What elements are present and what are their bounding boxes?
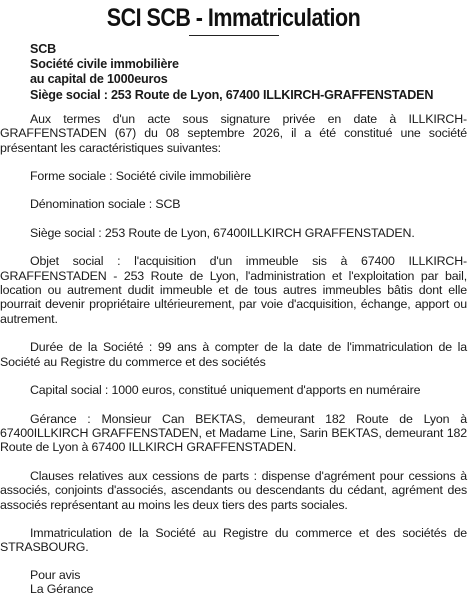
notice-body [0, 112, 467, 597]
company-address: Siège social : 253 Route de Lyon, 67400 ILLKIRCH-GRAFFENSTADEN [30, 87, 434, 102]
company-type: Société civile immobilière [30, 57, 179, 72]
denomination-sociale: Dénomination sociale : SCB [30, 197, 181, 212]
objet-social: Objet social : l'acquisition d'un immeuble sis à 67400 ILLKIRCH-GRAFFENSTADEN - 253 Route de Lyon, l'administration et l'exploitation par bail, location ou autrement dudit immeuble et de tous autres immeubles bâtis dont elle pourrait devenir propriétaire ultérieurement, par voie d'acquisition, échange, apport ou autrement. [0, 254, 467, 326]
duree-societe: Durée de la Société : 99 ans à compter de la date de l'immatriculation de la Société au Registre du commerce et des sociétés [0, 340, 467, 369]
siege-social: Siège social : 253 Route de Lyon, 67400ILLKIRCH GRAFFENSTADEN. [30, 225, 415, 240]
la-gerance: La Gérance [30, 582, 94, 597]
company-header [30, 42, 467, 103]
pour-avis: Pour avis [30, 567, 81, 582]
title-underline [189, 35, 279, 36]
capital-social: Capital social : 1000 euros, constitué uniquement d'apports en numéraire [30, 383, 421, 398]
notice-title: SCI SCB - Immatriculation [106, 4, 361, 32]
clauses-cessions: Clauses relatives aux cessions de parts : dispense d'agrément pour cessions à associés, conjoints d'associés, ascendants ou descendants du cédant, agrément des associés représentant au moins les deux tiers des parts sociales. [0, 468, 467, 512]
intro-paragraph: Aux termes d'un acte sous signature privée en date à ILLKIRCH-GRAFFENSTADEN (67) du 08 septembre 2026, il a été constitué une société présentant les caractéristiques suivantes: [0, 111, 467, 155]
company-capital: au capital de 1000euros [30, 72, 168, 87]
immatriculation-rcs: Immatriculation de la Société au Registre du commerce et des sociétés de STRASBOURG. [0, 525, 467, 555]
company-name: SCB [30, 42, 56, 56]
gerance: Gérance : Monsieur Can BEKTAS, demeurant 182 Route de Lyon à 67400ILLKIRCH GRAFFENSTADEN, et Madame Line, Sarin BEKTAS, demeurant 182 Route de Lyon à 67400 ILLKIRCH GRAFFENSTADEN. [0, 411, 467, 455]
forme-sociale: Forme sociale : Société civile immobilière [30, 169, 251, 184]
signature-block [0, 568, 467, 597]
